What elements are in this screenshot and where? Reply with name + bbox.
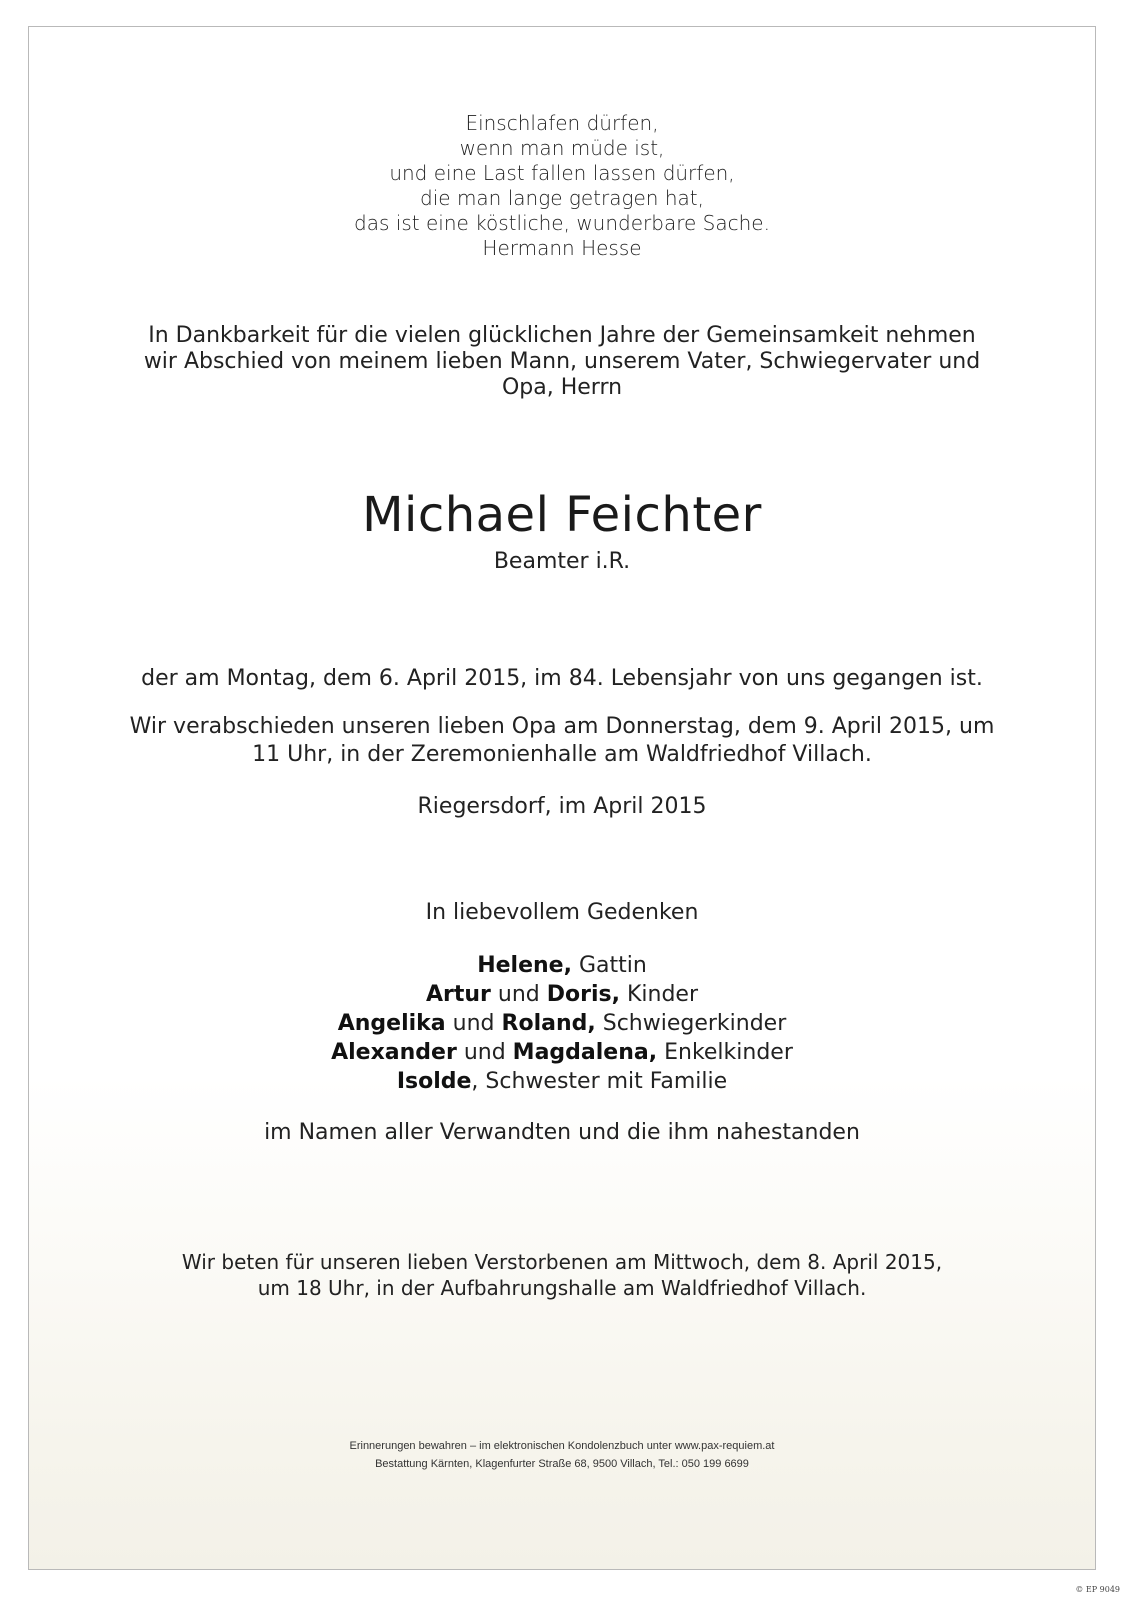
poem-line: die man lange getragen hat, [420, 186, 704, 210]
prayer-notice [29, 1249, 1095, 1301]
print-code: © EP 9049 [1075, 1585, 1120, 1594]
family-member-row [29, 1067, 1095, 1096]
death-notice: der am Montag, dem 6. April 2015, im 84. Lebensjahr von uns gegangen ist. [141, 666, 983, 691]
family-conjunction: und [497, 982, 540, 1007]
poem-line: Einschlafen dürfen, [465, 111, 659, 135]
family-name: Doris, [546, 982, 620, 1007]
family-relation: Gattin [578, 953, 647, 978]
family-conjunction: und [452, 1011, 495, 1036]
poem-author: Hermann Hesse [482, 236, 642, 260]
family-relation: Enkelkinder [664, 1040, 793, 1065]
family-member-row [29, 951, 1095, 980]
on-behalf-text: im Namen aller Verwandten und die ihm nahestanden [264, 1120, 860, 1145]
intro-line: Opa, Herrn [501, 375, 623, 400]
farewell-notice [29, 713, 1095, 769]
place-date: Riegersdorf, im April 2015 [417, 794, 707, 819]
prayer-line: um 18 Uhr, in der Aufbahrungshalle am Waldfriedhof Villach. [257, 1276, 867, 1300]
family-member-row [29, 1009, 1095, 1038]
intro-line: wir Abschied von meinem lieben Mann, unserem Vater, Schwiegervater und [143, 349, 981, 374]
deceased-name: Michael Feichter [362, 487, 762, 543]
family-name: Isolde [396, 1069, 472, 1094]
footer [29, 1437, 1095, 1473]
family-name: Helene, [477, 953, 572, 978]
farewell-line: 11 Uhr, in der Zeremonienhalle am Waldfriedhof Villach. [252, 742, 872, 767]
family-name: Alexander [331, 1040, 457, 1065]
gedenken-heading: In liebevollem Gedenken [425, 900, 699, 925]
poem-block [29, 111, 1095, 261]
family-name: Roland, [501, 1011, 596, 1036]
family-name: Magdalena, [512, 1040, 658, 1065]
footer-address-line: Bestattung Kärnten, Klagenfurter Straße 68, 9500 Villach, Tel.: 050 199 6699 [375, 1458, 749, 1470]
family-member-row [29, 980, 1095, 1009]
footer-condolence-line: Erinnerungen bewahren – im elektronischen Kondolenzbuch unter www.pax-requiem.at [349, 1440, 775, 1452]
family-relation: Schwiegerkinder [602, 1011, 787, 1036]
poem-line: wenn man müde ist, [459, 136, 665, 160]
deceased-title: Beamter i.R. [493, 549, 631, 574]
family-relation: Kinder [626, 982, 698, 1007]
family-name: Artur [425, 982, 491, 1007]
intro-text [29, 323, 1095, 401]
poem-line: und eine Last fallen lassen dürfen, [389, 161, 735, 185]
family-member-row [29, 1038, 1095, 1067]
poem-line: das ist eine köstliche, wunderbare Sache. [354, 211, 770, 235]
family-relation: , Schwester mit Familie [471, 1069, 728, 1094]
family-name: Angelika [337, 1011, 446, 1036]
family-list [29, 951, 1095, 1096]
farewell-line: Wir verabschieden unseren lieben Opa am Donnerstag, dem 9. April 2015, um [129, 714, 995, 739]
family-conjunction: und [463, 1040, 506, 1065]
prayer-line: Wir beten für unseren lieben Verstorbenen am Mittwoch, dem 8. April 2015, [181, 1250, 943, 1274]
obituary-sheet [28, 26, 1096, 1570]
intro-line: In Dankbarkeit für die vielen glücklichen Jahre der Gemeinsamkeit nehmen [148, 323, 976, 348]
